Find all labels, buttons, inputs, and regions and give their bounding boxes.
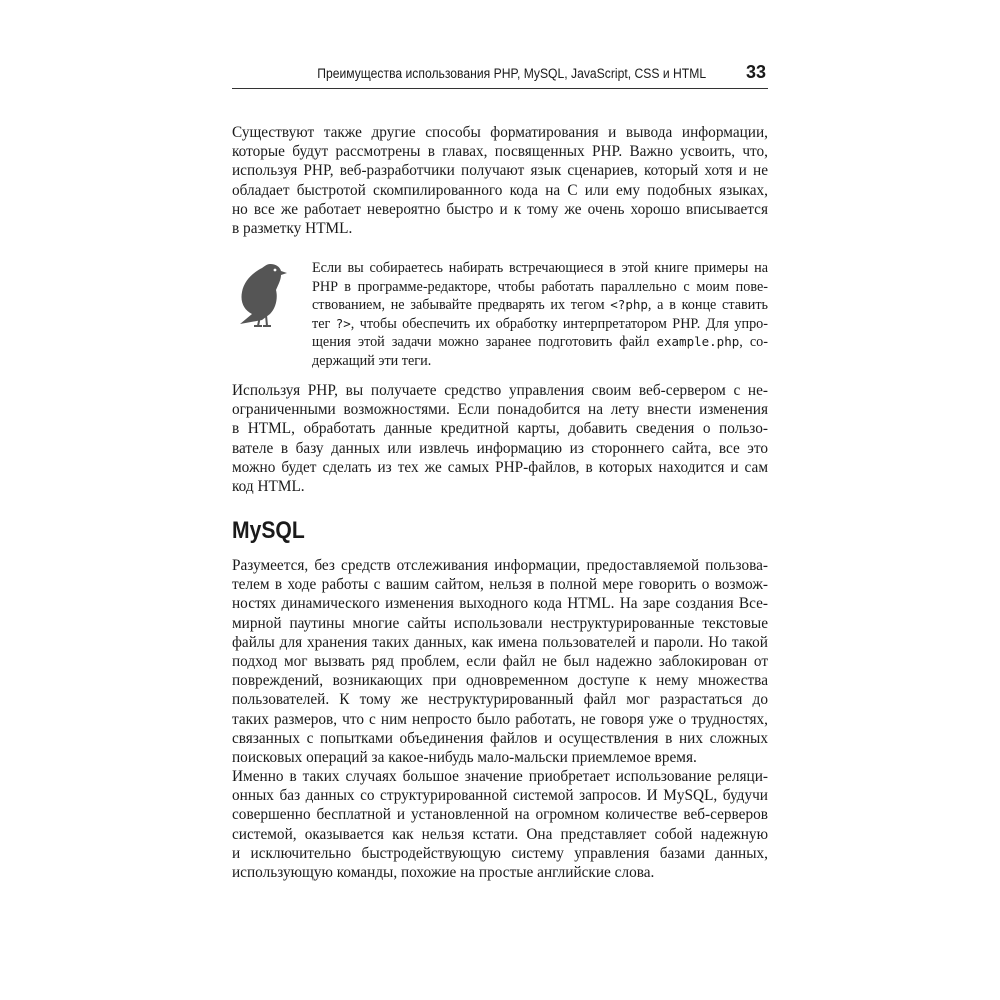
text-line: в разметку HTML. bbox=[232, 220, 353, 238]
php-paragraph bbox=[232, 381, 768, 496]
page-header bbox=[232, 62, 768, 89]
note-line: тег ?>, чтобы обеспечить их обработку интерпретатором PHP. Для упро- bbox=[312, 315, 768, 332]
running-title: Преимущества использования PHP, MySQL, JavaScript, CSS и HTML bbox=[317, 66, 706, 81]
text-line: подход мог вызвать ряд проблем, если файл не был надежно заблокирован от bbox=[232, 653, 768, 671]
page-number: 33 bbox=[745, 62, 766, 82]
text-line: Разумеется, без средств отслеживания информации, предоставляемой пользова- bbox=[232, 557, 768, 574]
code-php-open-tag: <?php bbox=[610, 297, 648, 313]
text-line: вателе в базу данных или извлечь информацию из стороннего сайта, все это bbox=[232, 439, 768, 457]
text-line: совершенно бесплатной и установленной на огромном количестве веб-серверов bbox=[232, 806, 768, 824]
text-line: ограниченными возможностями. Если понадобится на лету внести изменения bbox=[232, 401, 768, 419]
text-line: но все же работает невероятно быстро и к тому же очень хорошо вписывается bbox=[232, 200, 768, 218]
intro-paragraph bbox=[232, 123, 768, 238]
text-line: системой, оказывается как нельзя кстати. Она представляет собой надежную bbox=[232, 825, 768, 843]
text-line: код HTML. bbox=[232, 478, 305, 496]
text-line: связанных с попытками объединения файлов и осуществления в них сложных bbox=[232, 729, 768, 747]
text-line: Именно в таких случаях большое значение приобретает использование реляци- bbox=[232, 768, 768, 785]
text-line: онных баз данных со структурированной системой запросов. И MySQL, будучи bbox=[232, 787, 768, 805]
section-heading-mysql: MySQL bbox=[232, 517, 305, 544]
mysql-paragraph-2 bbox=[232, 767, 768, 882]
text-line: таких размеров, что с ним непросто было работать, не говоря уже о трудностях, bbox=[232, 710, 768, 728]
note-line: Если вы собираетесь набирать встречающиеся в этой книге примеры на bbox=[312, 260, 768, 276]
text-line: пользователей. К тому же неструктурированный файл мог разрастаться до bbox=[232, 691, 768, 709]
text-line: поисковых операций за какое-нибудь мало-мальски приемлемое время. bbox=[232, 749, 697, 767]
text-line: файлы для хранения таких данных, как имена пользователей и пароли. Но такой bbox=[232, 633, 768, 651]
text-line: используя PHP, веб-разработчики получают язык сценариев, который хотя и не bbox=[232, 162, 768, 180]
tip-note bbox=[312, 259, 768, 371]
text-line: ностях динамического изменения выходного кода HTML. На заре создания Все- bbox=[232, 595, 768, 613]
text-line: Существуют также другие способы форматирования и вывода информации, bbox=[232, 124, 768, 141]
note-line: щения этой задачи можно заранее подготовить файл example.php, со- bbox=[312, 334, 768, 351]
note-line: PHP в программе-редакторе, чтобы работать параллельно с моим пове- bbox=[312, 278, 768, 295]
mysql-paragraph-1 bbox=[232, 556, 768, 767]
text-line: телем в ходе работы с вашим сайтом, нельзя в полной мере говорить о возмож- bbox=[232, 576, 768, 594]
note-line: держащий эти теги. bbox=[312, 352, 432, 369]
text-line: которые будут рассмотрены в главах, посвященных PHP. Важно усвоить, что, bbox=[232, 143, 768, 161]
text-line: мирной паутины многие сайты использовали неструктурированные текстовые bbox=[232, 614, 768, 632]
note-line: ствованием, не забывайте предварять их тегом <?php, а в конце ставить bbox=[312, 297, 768, 314]
text-line: повреждений, возникающих при одновременном доступе к нему множества bbox=[232, 672, 768, 690]
code-php-close-tag: ?> bbox=[335, 315, 351, 331]
text-line: Используя PHP, вы получаете средство управления своим веб-сервером с не- bbox=[232, 382, 768, 399]
crow-icon bbox=[232, 258, 292, 330]
text-line: использующую команды, похожие на простые английские слова. bbox=[232, 864, 655, 882]
text-line: и исключительно быстродействующую систему управления базами данных, bbox=[232, 844, 768, 862]
code-filename: example.php bbox=[656, 334, 740, 350]
text-line: можно будет сделать из тех же самых PHP-файлов, в которых находится и сам bbox=[232, 458, 768, 476]
text-line: обладает быстротой скомпилированного кода на C или ему подобных языках, bbox=[232, 181, 768, 199]
text-line: в HTML, обработать данные кредитной карты, добавить сведения о пользо- bbox=[232, 420, 768, 438]
